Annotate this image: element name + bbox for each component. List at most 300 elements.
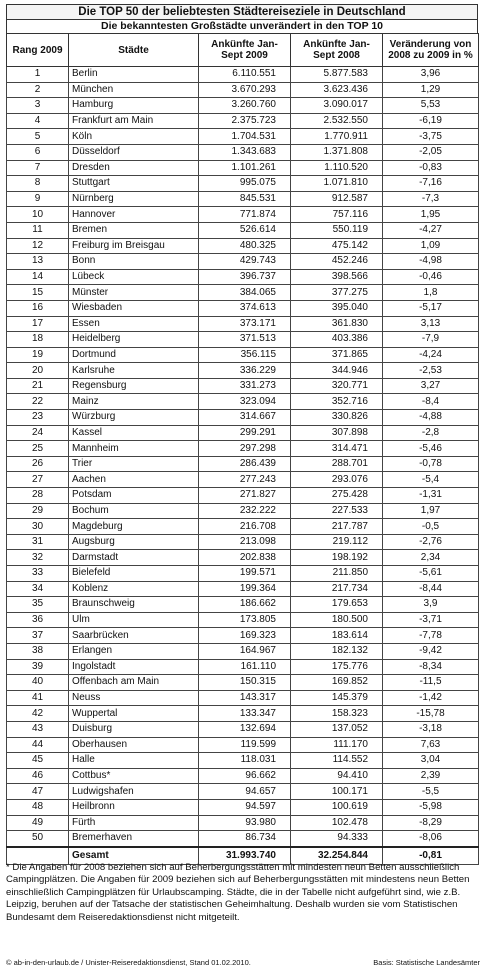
rank-cell: 16 [7, 300, 69, 316]
arrivals-2009-cell: 1.704.531 [199, 129, 291, 145]
rank-cell: 21 [7, 378, 69, 394]
arrivals-2008-cell: 344.946 [291, 363, 383, 379]
arrivals-2008-cell: 403.386 [291, 332, 383, 348]
arrivals-2009-cell: 331.273 [199, 378, 291, 394]
rank-cell: 23 [7, 410, 69, 426]
table-row [7, 332, 479, 348]
change-cell: -2,8 [383, 425, 479, 441]
rank-cell: 32 [7, 550, 69, 566]
arrivals-2009-cell: 94.657 [199, 784, 291, 800]
table-row [7, 566, 479, 582]
arrivals-2009-cell: 336.229 [199, 363, 291, 379]
city-cell: Braunschweig [69, 597, 199, 613]
arrivals-2008-cell: 912.587 [291, 191, 383, 207]
change-cell: -0,5 [383, 519, 479, 535]
city-cell: Wuppertal [69, 706, 199, 722]
change-cell: 5,53 [383, 98, 479, 114]
change-cell: 1,8 [383, 285, 479, 301]
rank-cell: 13 [7, 254, 69, 270]
city-cell: Würzburg [69, 410, 199, 426]
city-cell: Dortmund [69, 347, 199, 363]
city-cell: Magdeburg [69, 519, 199, 535]
arrivals-2008-cell: 198.192 [291, 550, 383, 566]
city-cell: München [69, 82, 199, 98]
city-cell: Ingolstadt [69, 659, 199, 675]
city-cell: Köln [69, 129, 199, 145]
arrivals-2009-cell: 216.708 [199, 519, 291, 535]
rank-cell: 42 [7, 706, 69, 722]
city-cell: Frankfurt am Main [69, 113, 199, 129]
table-row [7, 612, 479, 628]
arrivals-2008-cell: 1.071.810 [291, 176, 383, 192]
table-row [7, 753, 479, 769]
table-row [7, 550, 479, 566]
arrivals-2009-cell: 374.613 [199, 300, 291, 316]
ranking-table [6, 33, 479, 865]
table-row [7, 129, 479, 145]
change-cell: -7,16 [383, 176, 479, 192]
table-row [7, 176, 479, 192]
arrivals-2009-cell: 384.065 [199, 285, 291, 301]
arrivals-2009-cell: 2.375.723 [199, 113, 291, 129]
rank-cell: 36 [7, 612, 69, 628]
table-row [7, 519, 479, 535]
table-row [7, 191, 479, 207]
total-label: Gesamt [69, 847, 199, 865]
rank-cell: 48 [7, 799, 69, 815]
rank-cell: 11 [7, 222, 69, 238]
arrivals-2008-cell: 111.170 [291, 737, 383, 753]
rank-cell: 9 [7, 191, 69, 207]
table-row [7, 581, 479, 597]
rank-cell: 7 [7, 160, 69, 176]
change-cell: -2,53 [383, 363, 479, 379]
change-cell: 1,29 [383, 82, 479, 98]
arrivals-2008-cell: 293.076 [291, 472, 383, 488]
city-cell: Düsseldorf [69, 144, 199, 160]
city-cell: Bielefeld [69, 566, 199, 582]
page-subtitle: Die bekanntesten Großstädte unverändert in den TOP 10 [6, 19, 478, 33]
table-row [7, 207, 479, 223]
arrivals-2008-cell: 94.410 [291, 768, 383, 784]
rank-cell: 39 [7, 659, 69, 675]
header-arrivals-2008: Ankünfte Jan-Sept 2008 [291, 34, 383, 67]
arrivals-2009-cell: 96.662 [199, 768, 291, 784]
table-body [7, 67, 479, 847]
rank-cell: 8 [7, 176, 69, 192]
arrivals-2009-cell: 232.222 [199, 503, 291, 519]
arrivals-2008-cell: 5.877.583 [291, 67, 383, 83]
arrivals-2009-cell: 277.243 [199, 472, 291, 488]
arrivals-2008-cell: 371.865 [291, 347, 383, 363]
city-cell: Freiburg im Breisgau [69, 238, 199, 254]
arrivals-2009-cell: 371.513 [199, 332, 291, 348]
change-cell: -2,76 [383, 534, 479, 550]
change-cell: -5,98 [383, 799, 479, 815]
arrivals-2008-cell: 179.653 [291, 597, 383, 613]
table-row [7, 721, 479, 737]
table-row [7, 285, 479, 301]
rank-cell: 31 [7, 534, 69, 550]
rank-cell: 22 [7, 394, 69, 410]
city-cell: Ulm [69, 612, 199, 628]
arrivals-2009-cell: 771.874 [199, 207, 291, 223]
arrivals-2009-cell: 93.980 [199, 815, 291, 831]
arrivals-2008-cell: 183.614 [291, 628, 383, 644]
arrivals-2008-cell: 158.323 [291, 706, 383, 722]
table-row [7, 363, 479, 379]
arrivals-2008-cell: 452.246 [291, 254, 383, 270]
table-row [7, 768, 479, 784]
arrivals-2008-cell: 361.830 [291, 316, 383, 332]
arrivals-2008-cell: 288.701 [291, 456, 383, 472]
table-row [7, 456, 479, 472]
table-row [7, 784, 479, 800]
city-cell: Heilbronn [69, 799, 199, 815]
arrivals-2009-cell: 6.110.551 [199, 67, 291, 83]
header-change: Veränderung von 2008 zu 2009 in % [383, 34, 479, 67]
arrivals-2009-cell: 323.094 [199, 394, 291, 410]
arrivals-2009-cell: 1.101.261 [199, 160, 291, 176]
footer [6, 958, 480, 967]
rank-cell: 49 [7, 815, 69, 831]
table-row [7, 659, 479, 675]
change-cell: -3,18 [383, 721, 479, 737]
change-cell: -8,29 [383, 815, 479, 831]
table-row [7, 503, 479, 519]
change-cell: -7,9 [383, 332, 479, 348]
table-row [7, 222, 479, 238]
table-row [7, 472, 479, 488]
city-cell: Essen [69, 316, 199, 332]
city-cell: Dresden [69, 160, 199, 176]
header-rank: Rang 2009 [7, 34, 69, 67]
arrivals-2009-cell: 299.291 [199, 425, 291, 441]
rank-cell: 33 [7, 566, 69, 582]
arrivals-2009-cell: 429.743 [199, 254, 291, 270]
arrivals-2009-cell: 199.571 [199, 566, 291, 582]
rank-cell: 30 [7, 519, 69, 535]
arrivals-2008-cell: 475.142 [291, 238, 383, 254]
city-cell: Hamburg [69, 98, 199, 114]
document [6, 4, 478, 865]
city-cell: Oberhausen [69, 737, 199, 753]
table-row [7, 113, 479, 129]
arrivals-2008-cell: 114.552 [291, 753, 383, 769]
table-row [7, 160, 479, 176]
rank-cell: 28 [7, 488, 69, 504]
city-cell: Berlin [69, 67, 199, 83]
table-row [7, 706, 479, 722]
table-row [7, 799, 479, 815]
change-cell: -4,24 [383, 347, 479, 363]
change-cell: -5,17 [383, 300, 479, 316]
arrivals-2009-cell: 118.031 [199, 753, 291, 769]
table-row [7, 737, 479, 753]
city-cell: Bremen [69, 222, 199, 238]
city-cell: Neuss [69, 690, 199, 706]
arrivals-2009-cell: 286.439 [199, 456, 291, 472]
change-cell: 1,09 [383, 238, 479, 254]
rank-cell: 37 [7, 628, 69, 644]
table-row [7, 831, 479, 847]
arrivals-2009-cell: 133.347 [199, 706, 291, 722]
change-cell: -5,61 [383, 566, 479, 582]
city-cell: Offenbach am Main [69, 675, 199, 691]
arrivals-2009-cell: 271.827 [199, 488, 291, 504]
city-cell: Augsburg [69, 534, 199, 550]
change-cell: -11,5 [383, 675, 479, 691]
change-cell: 3,96 [383, 67, 479, 83]
arrivals-2008-cell: 757.116 [291, 207, 383, 223]
arrivals-2009-cell: 202.838 [199, 550, 291, 566]
arrivals-2008-cell: 102.478 [291, 815, 383, 831]
total-change: -0,81 [383, 847, 479, 865]
rank-cell: 3 [7, 98, 69, 114]
change-cell: -2,05 [383, 144, 479, 160]
arrivals-2009-cell: 161.110 [199, 659, 291, 675]
arrivals-2009-cell: 356.115 [199, 347, 291, 363]
rank-cell: 26 [7, 456, 69, 472]
change-cell: 7,63 [383, 737, 479, 753]
change-cell: -4,98 [383, 254, 479, 270]
city-cell: Münster [69, 285, 199, 301]
rank-cell: 40 [7, 675, 69, 691]
arrivals-2009-cell: 480.325 [199, 238, 291, 254]
table-row [7, 347, 479, 363]
arrivals-2008-cell: 94.333 [291, 831, 383, 847]
change-cell: 3,13 [383, 316, 479, 332]
table-row [7, 488, 479, 504]
arrivals-2008-cell: 398.566 [291, 269, 383, 285]
header-city: Städte [69, 34, 199, 67]
rank-cell: 20 [7, 363, 69, 379]
table-row [7, 98, 479, 114]
city-cell: Lübeck [69, 269, 199, 285]
city-cell: Nürnberg [69, 191, 199, 207]
city-cell: Halle [69, 753, 199, 769]
rank-cell: 25 [7, 441, 69, 457]
arrivals-2009-cell: 86.734 [199, 831, 291, 847]
arrivals-2008-cell: 314.471 [291, 441, 383, 457]
table-row [7, 628, 479, 644]
arrivals-2009-cell: 396.737 [199, 269, 291, 285]
arrivals-2009-cell: 186.662 [199, 597, 291, 613]
arrivals-2008-cell: 227.533 [291, 503, 383, 519]
city-cell: Heidelberg [69, 332, 199, 348]
table-row [7, 82, 479, 98]
change-cell: -7,3 [383, 191, 479, 207]
table-row [7, 441, 479, 457]
city-cell: Bochum [69, 503, 199, 519]
arrivals-2009-cell: 150.315 [199, 675, 291, 691]
arrivals-2009-cell: 213.098 [199, 534, 291, 550]
rank-cell: 24 [7, 425, 69, 441]
city-cell: Bonn [69, 254, 199, 270]
table-row [7, 690, 479, 706]
arrivals-2008-cell: 275.428 [291, 488, 383, 504]
table-row [7, 597, 479, 613]
change-cell: -1,42 [383, 690, 479, 706]
table-row [7, 300, 479, 316]
page-title: Die TOP 50 der beliebtesten Städtereiseziele in Deutschland [6, 4, 478, 19]
city-cell: Saarbrücken [69, 628, 199, 644]
footer-copyright: © ab-in-den-urlaub.de / Unister-Reiseredaktionsdienst, Stand 01.02.2010. [6, 958, 251, 967]
change-cell: -5,5 [383, 784, 479, 800]
rank-cell: 35 [7, 597, 69, 613]
city-cell: Cottbus* [69, 768, 199, 784]
rank-cell: 27 [7, 472, 69, 488]
arrivals-2008-cell: 180.500 [291, 612, 383, 628]
table-row [7, 534, 479, 550]
rank-cell: 5 [7, 129, 69, 145]
arrivals-2009-cell: 169.323 [199, 628, 291, 644]
change-cell: 2,39 [383, 768, 479, 784]
arrivals-2008-cell: 137.052 [291, 721, 383, 737]
table-row [7, 394, 479, 410]
table-row [7, 410, 479, 426]
arrivals-2008-cell: 1.770.911 [291, 129, 383, 145]
arrivals-2008-cell: 395.040 [291, 300, 383, 316]
arrivals-2008-cell: 100.171 [291, 784, 383, 800]
arrivals-2009-cell: 164.967 [199, 643, 291, 659]
table-row [7, 815, 479, 831]
city-cell: Bremerhaven [69, 831, 199, 847]
arrivals-2009-cell: 314.667 [199, 410, 291, 426]
rank-cell: 12 [7, 238, 69, 254]
change-cell: -15,78 [383, 706, 479, 722]
change-cell: -5,46 [383, 441, 479, 457]
change-cell: -0,46 [383, 269, 479, 285]
arrivals-2008-cell: 217.734 [291, 581, 383, 597]
footnote: * Die Angaben für 2008 beziehen sich auf Beherbergungsstätten mit mindesten neun Betten ausschließlich Campingplätzen. Die Angaben für 2009 beziehen sich auf Beherbergungsstätten mit mindestens neun Betten einschließlich Campingplätzen für Urlaubscamping. Städte, die in der Tabelle nicht aufgeführt sind, wie z.B. Leipzig, beruhen auf der Tatsache der statistischen Geheimhaltung. Deshalb wurden sie vom Statistischen Bundesamt dem Reiseredaktionsdienst nicht mitgeteilt. [6, 862, 470, 923]
city-cell: Fürth [69, 815, 199, 831]
rank-cell: 14 [7, 269, 69, 285]
arrivals-2008-cell: 3.090.017 [291, 98, 383, 114]
arrivals-2009-cell: 845.531 [199, 191, 291, 207]
table-row [7, 67, 479, 83]
arrivals-2009-cell: 143.317 [199, 690, 291, 706]
rank-cell: 50 [7, 831, 69, 847]
city-cell: Darmstadt [69, 550, 199, 566]
arrivals-2009-cell: 297.298 [199, 441, 291, 457]
change-cell: -6,19 [383, 113, 479, 129]
city-cell: Trier [69, 456, 199, 472]
arrivals-2009-cell: 119.599 [199, 737, 291, 753]
city-cell: Potsdam [69, 488, 199, 504]
arrivals-2008-cell: 330.826 [291, 410, 383, 426]
rank-cell: 45 [7, 753, 69, 769]
city-cell: Koblenz [69, 581, 199, 597]
change-cell: -8,34 [383, 659, 479, 675]
table-header-row [7, 34, 479, 67]
change-cell: -7,78 [383, 628, 479, 644]
arrivals-2009-cell: 373.171 [199, 316, 291, 332]
table-row [7, 643, 479, 659]
change-cell: -8,44 [383, 581, 479, 597]
rank-cell: 38 [7, 643, 69, 659]
table-row [7, 425, 479, 441]
rank-cell: 18 [7, 332, 69, 348]
city-cell: Mannheim [69, 441, 199, 457]
rank-cell: 34 [7, 581, 69, 597]
rank-cell: 4 [7, 113, 69, 129]
arrivals-2009-cell: 132.694 [199, 721, 291, 737]
rank-cell: 15 [7, 285, 69, 301]
arrivals-2009-cell: 1.343.683 [199, 144, 291, 160]
arrivals-2009-cell: 199.364 [199, 581, 291, 597]
arrivals-2008-cell: 145.379 [291, 690, 383, 706]
arrivals-2008-cell: 175.776 [291, 659, 383, 675]
change-cell: -8,4 [383, 394, 479, 410]
city-cell: Hannover [69, 207, 199, 223]
total-arrivals-2008: 32.254.844 [291, 847, 383, 865]
change-cell: -3,71 [383, 612, 479, 628]
table-row [7, 378, 479, 394]
change-cell: 1,95 [383, 207, 479, 223]
rank-cell: 1 [7, 67, 69, 83]
rank-cell: 44 [7, 737, 69, 753]
change-cell: -8,06 [383, 831, 479, 847]
arrivals-2008-cell: 100.619 [291, 799, 383, 815]
arrivals-2009-cell: 173.805 [199, 612, 291, 628]
arrivals-2009-cell: 3.260.760 [199, 98, 291, 114]
rank-cell: 43 [7, 721, 69, 737]
arrivals-2008-cell: 211.850 [291, 566, 383, 582]
arrivals-2008-cell: 3.623.436 [291, 82, 383, 98]
city-cell: Aachen [69, 472, 199, 488]
table-row [7, 144, 479, 160]
arrivals-2008-cell: 1.371.808 [291, 144, 383, 160]
arrivals-2008-cell: 217.787 [291, 519, 383, 535]
city-cell: Duisburg [69, 721, 199, 737]
table-row [7, 269, 479, 285]
arrivals-2008-cell: 169.852 [291, 675, 383, 691]
rank-cell: 47 [7, 784, 69, 800]
rank-cell: 19 [7, 347, 69, 363]
city-cell: Wiesbaden [69, 300, 199, 316]
arrivals-2008-cell: 307.898 [291, 425, 383, 441]
table-row [7, 254, 479, 270]
header-arrivals-2009: Ankünfte Jan-Sept 2009 [199, 34, 291, 67]
change-cell: -9,42 [383, 643, 479, 659]
city-cell: Stuttgart [69, 176, 199, 192]
arrivals-2008-cell: 2.532.550 [291, 113, 383, 129]
city-cell: Karlsruhe [69, 363, 199, 379]
arrivals-2008-cell: 550.119 [291, 222, 383, 238]
change-cell: -4,88 [383, 410, 479, 426]
arrivals-2008-cell: 377.275 [291, 285, 383, 301]
arrivals-2009-cell: 94.597 [199, 799, 291, 815]
change-cell: -1,31 [383, 488, 479, 504]
arrivals-2008-cell: 1.110.520 [291, 160, 383, 176]
change-cell: -4,27 [383, 222, 479, 238]
rank-cell: 2 [7, 82, 69, 98]
change-cell: 1,97 [383, 503, 479, 519]
arrivals-2008-cell: 352.716 [291, 394, 383, 410]
change-cell: -0,83 [383, 160, 479, 176]
rank-cell: 10 [7, 207, 69, 223]
change-cell: 3,9 [383, 597, 479, 613]
change-cell: -0,78 [383, 456, 479, 472]
table-row [7, 238, 479, 254]
rank-cell: 29 [7, 503, 69, 519]
arrivals-2009-cell: 3.670.293 [199, 82, 291, 98]
city-cell: Kassel [69, 425, 199, 441]
arrivals-2009-cell: 526.614 [199, 222, 291, 238]
total-arrivals-2009: 31.993.740 [199, 847, 291, 865]
arrivals-2008-cell: 219.112 [291, 534, 383, 550]
